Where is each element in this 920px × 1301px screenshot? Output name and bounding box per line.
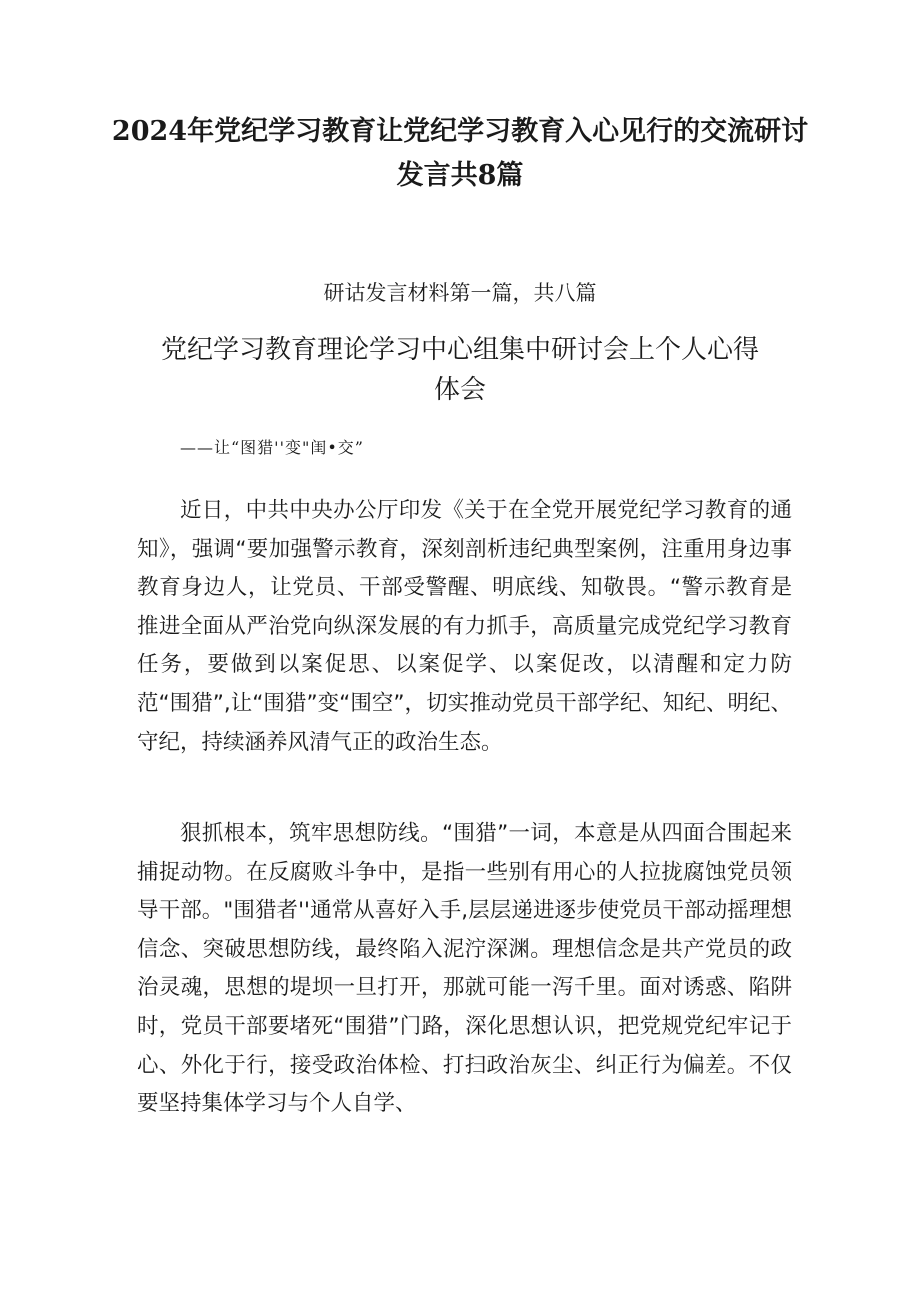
body-paragraph: 狠抓根本，筑牢思想防线。“围猎”一词，本意是从四面合围起来捕捉动物。在反腐败斗争中，是指一些别有用心的人拉拢腐蚀党员领导干部。"围猎者''通常从喜好入手,层层递进逐步使党员干部动摇理想信念、突破思想防线，最终陷入泥泞深渊。理想信念是共产党员的政治灵魂，思想的堤坝一旦打开，那就可能一泻千里。面对诱惑、陷阱时，党员干部要堵死“围猎”门路，深化思想认识，把党规党纪牢记于心、外化于行，接受政治体检、打扫政治灰尘、纠正行为偏差。不仅要坚持集体学习与个人自学、 <box>137 821 792 1117</box>
section-label: 研诂发言材料第一篇，共八篇 <box>323 281 597 305</box>
document-title: 2024年党纪学习教育让党纪学习教育入心见行的交流研讨发言共8篇 <box>111 116 809 191</box>
article-title: 党纪学习教育理论学习中心组集中研讨会上个人心得体会 <box>160 335 759 405</box>
body-paragraph: 近日，中共中央办公厅印发《关于在全党开展党纪学习教育的通知》，强调“要加强警示教育，深刻剖析违纪典型案例，注重用身边事教育身边人，让党员、干部受警醒、明底线、知敬畏。“警示教育是推进全面从严治党向纵深发展的有力抓手，高质量完成党纪学习教育任务，要做到以案促思、以案促学、以案促改，以清醒和定力防范“围猎”,让“围猎”变“围空”，切实推动党员干部学纪、知纪、明纪、守纪，持续涵养风清气正的政治生态。 <box>137 498 792 755</box>
article-subtitle: ——让“图猎''变"闺•交” <box>180 438 364 457</box>
